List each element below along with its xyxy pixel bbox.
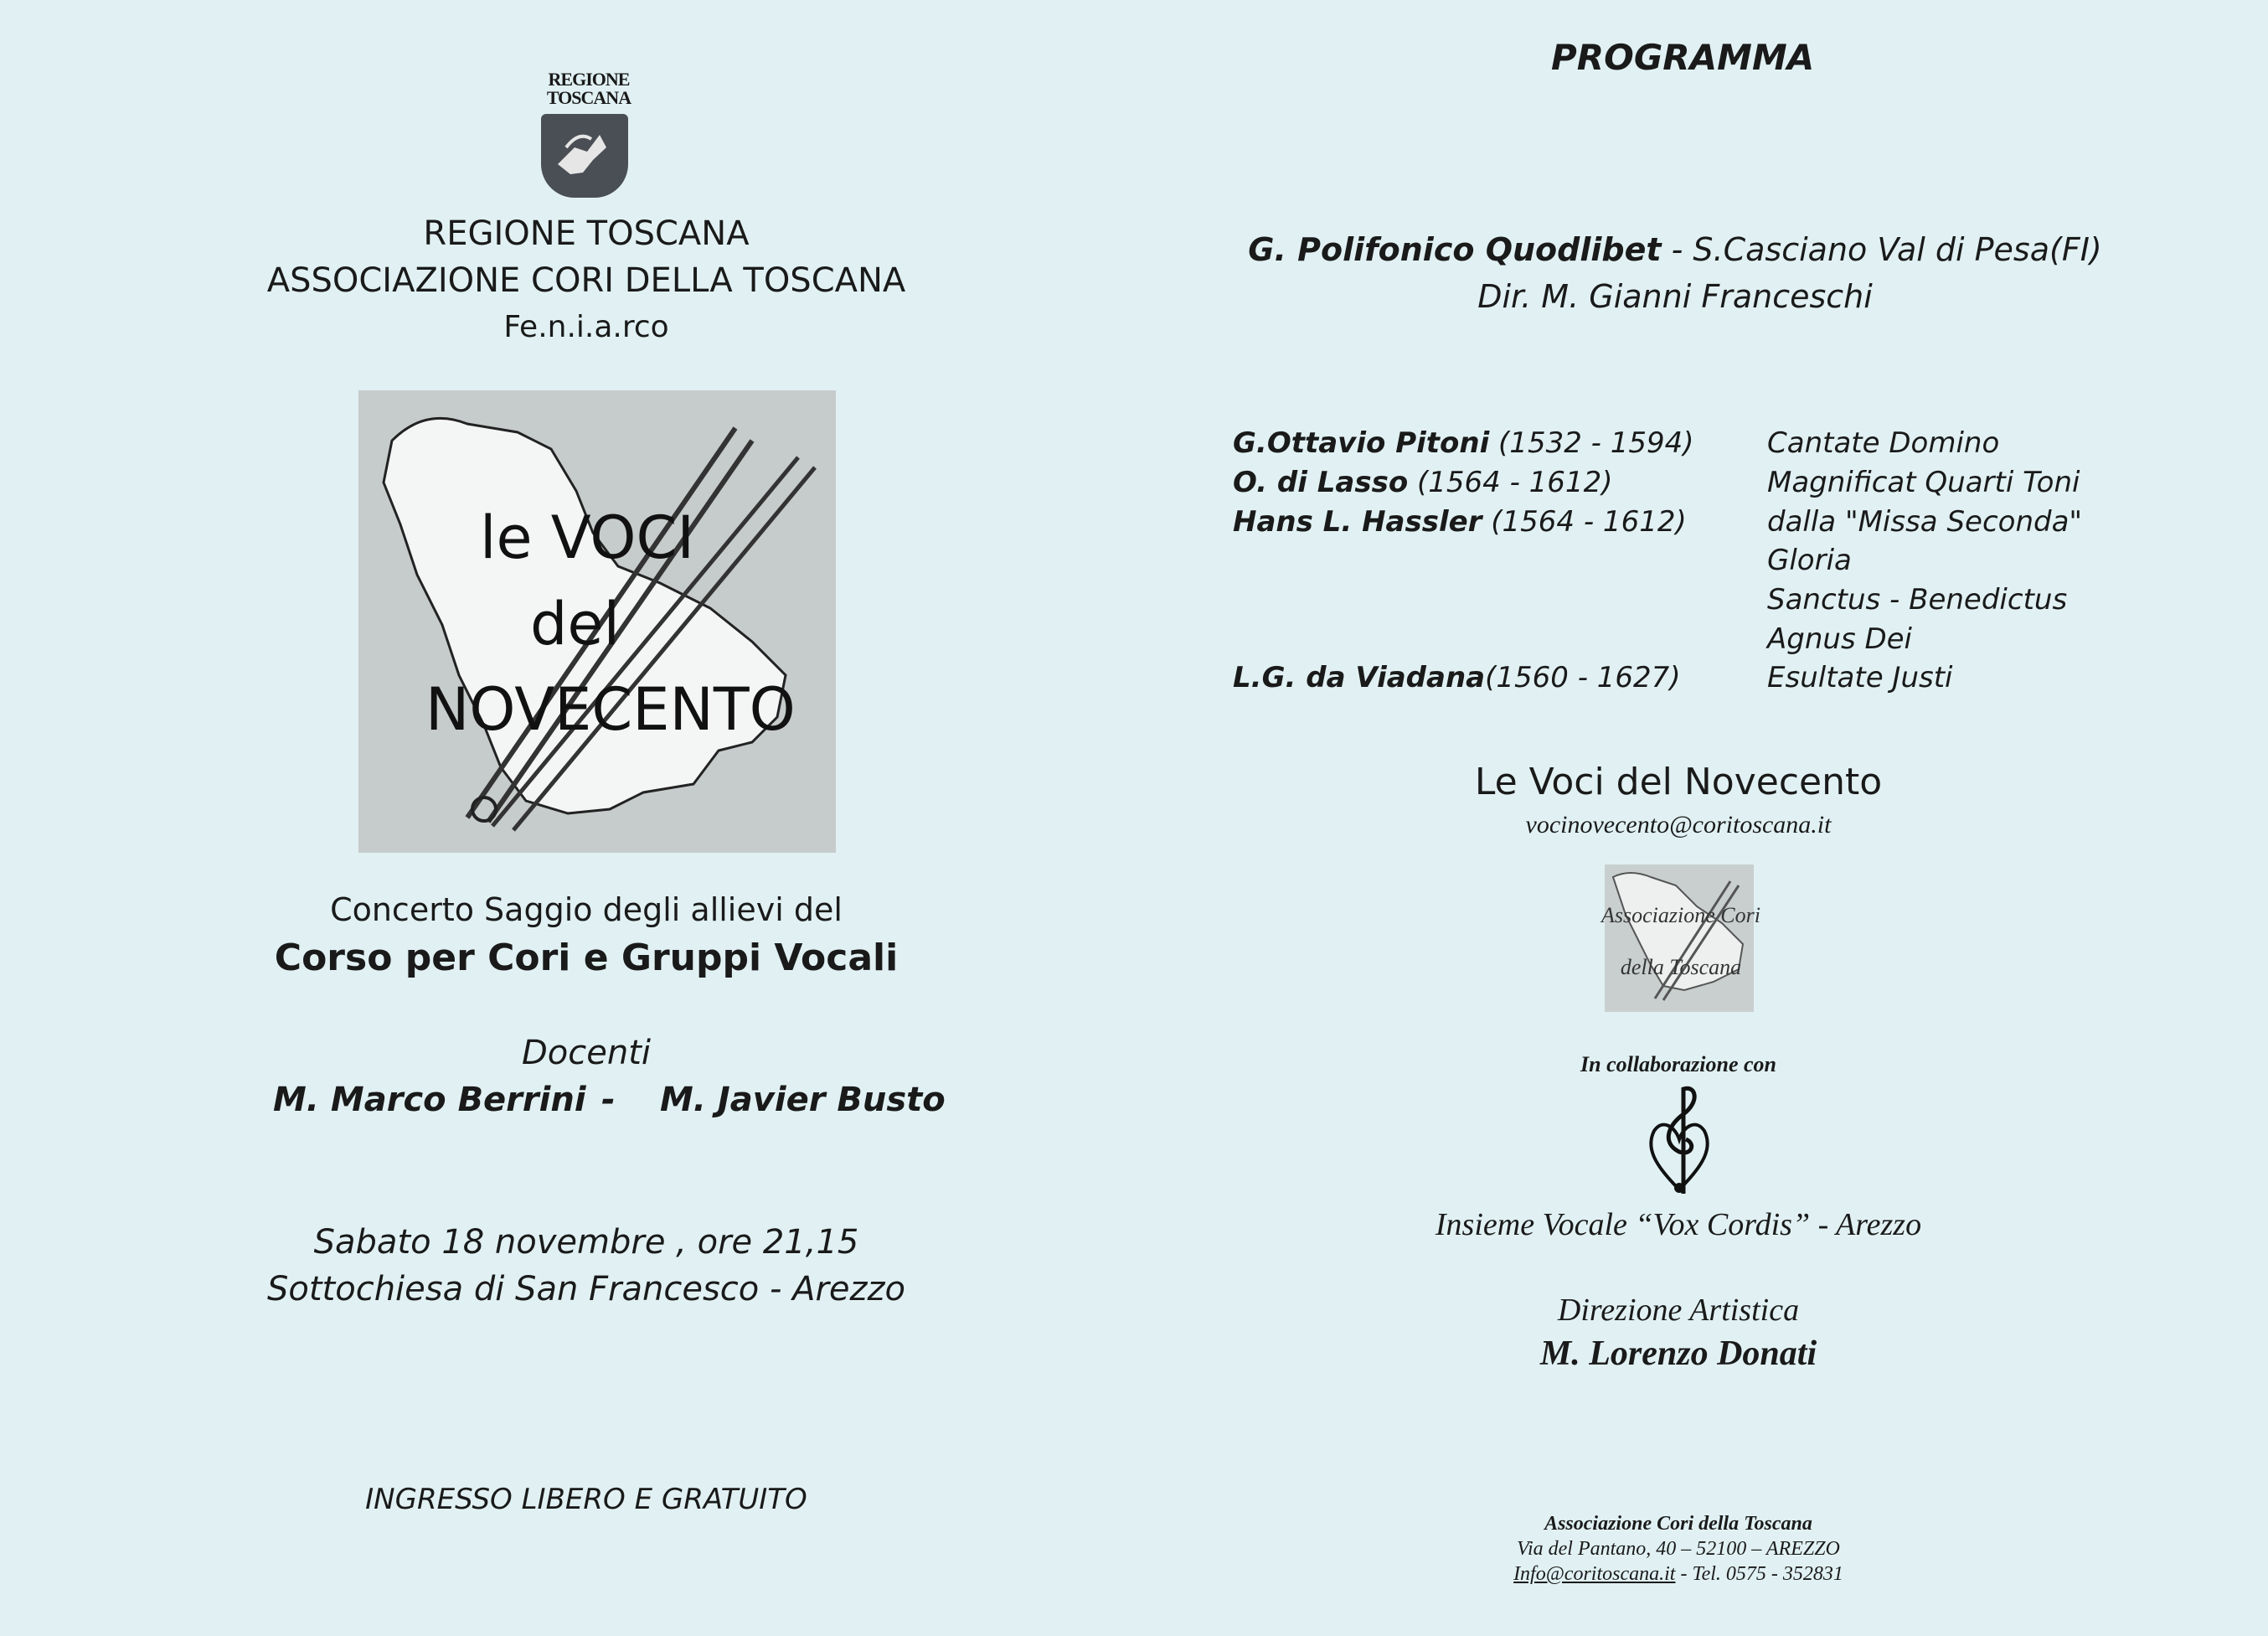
concert-line-2: Corso per Cori e Gruppi Vocali [274,937,899,979]
program-dates: (1564 - 1612) [1482,505,1687,539]
program-work: Cantate Domino [1767,426,2000,460]
program-work: Magnificat Quarti Toni [1767,466,2080,499]
small-logo-line-2: della Toscana [1620,955,1742,979]
concert-venue: Sottochiesa di San Francesco - Arezzo [267,1270,905,1308]
org-line-feniarco: Fe.n.i.a.rco [503,310,669,344]
program-composer: Hans L. Hassler [1233,505,1482,539]
poster-title-1: le VOCI [480,503,695,572]
footer-contact [1173,1563,2184,1586]
programma-heading: PROGRAMMA [1551,37,1815,78]
artistic-label: Direzione Artistica [1557,1293,1800,1328]
program-work: Esultate Justi [1767,661,1953,694]
program-dates: (1532 - 1594) [1489,426,1694,460]
program-composer: O. di Lasso [1233,466,1409,499]
program-work: Sanctus - Benedictus [1767,583,2068,617]
pegasus-shield-icon [541,114,628,198]
program-row [1233,424,1694,463]
program-row [1233,463,1612,503]
docente-berrini: M. Marco Berrini [273,1081,586,1119]
event-email[interactable]: vocinovecento@coritoscana.it [1525,811,1832,839]
ingresso-libero: INGRESSO LIBERO E GRATUITO [365,1483,807,1516]
right-panel [1173,0,2268,1636]
org-line-regione: REGIONE TOSCANA [423,214,750,253]
concert-line-1: Concerto Saggio degli allievi del [330,891,843,928]
footer-email[interactable]: Info@coritoscana.it [1513,1563,1676,1585]
program-work: Gloria [1767,544,1852,577]
program-row [1233,658,1681,698]
small-tuscany-map-icon [1605,864,1754,1012]
concert-date: Sabato 18 novembre , ore 21,15 [313,1223,859,1262]
org-line-associazione: ASSOCIAZIONE CORI DELLA TOSCANA [266,261,906,300]
choir-director: Dir. M. Gianni Franceschi [1477,278,1873,315]
small-logo-line-1: Associazione Cori [1601,903,1760,927]
collab-name: Insieme Vocale “Vox Cordis” - Arezzo [1435,1207,1922,1242]
footer-org: Associazione Cori della Toscana [1544,1513,1812,1535]
event-poster [358,390,836,853]
choir-line [1173,231,2178,268]
footer-address: Via del Pantano, 40 – 52100 – AREZZO [1517,1538,1840,1560]
regione-toscana-emblem [526,70,652,213]
associazione-logo [1601,864,1760,1012]
event-title: Le Voci del Novecento [1474,761,1883,803]
poster-title-2: del [530,590,620,658]
docenti-separator: - [601,1081,616,1119]
program-work: dalla "Missa Seconda" [1767,505,2083,539]
collab-label: In collaborazione con [1580,1052,1777,1076]
docente-busto: M. Javier Busto [660,1081,946,1119]
program-work: Agnus Dei [1767,622,1913,656]
program-composer: G.Ottavio Pitoni [1233,426,1490,460]
treble-clef-heart-icon [1637,1081,1721,1198]
emblem-text-1: REGIONE [548,69,630,90]
program-composer: L.G. da Viadana [1233,661,1486,694]
program-dates: (1564 - 1612) [1408,466,1613,499]
docenti-label: Docenti [521,1034,652,1072]
choir-name: G. Polifonico Quodlibet [1248,231,1662,268]
program-dates: (1560 - 1627) [1485,661,1681,694]
emblem-text-2: TOSCANA [546,87,631,108]
footer-tel: - Tel. 0575 - 352831 [1675,1563,1843,1585]
artistic-name: M. Lorenzo Donati [1539,1334,1817,1373]
program-row [1233,503,1687,542]
poster-title-3: NOVECENTO [425,675,796,744]
choir-place: - S.Casciano Val di Pesa(FI) [1661,231,2102,268]
